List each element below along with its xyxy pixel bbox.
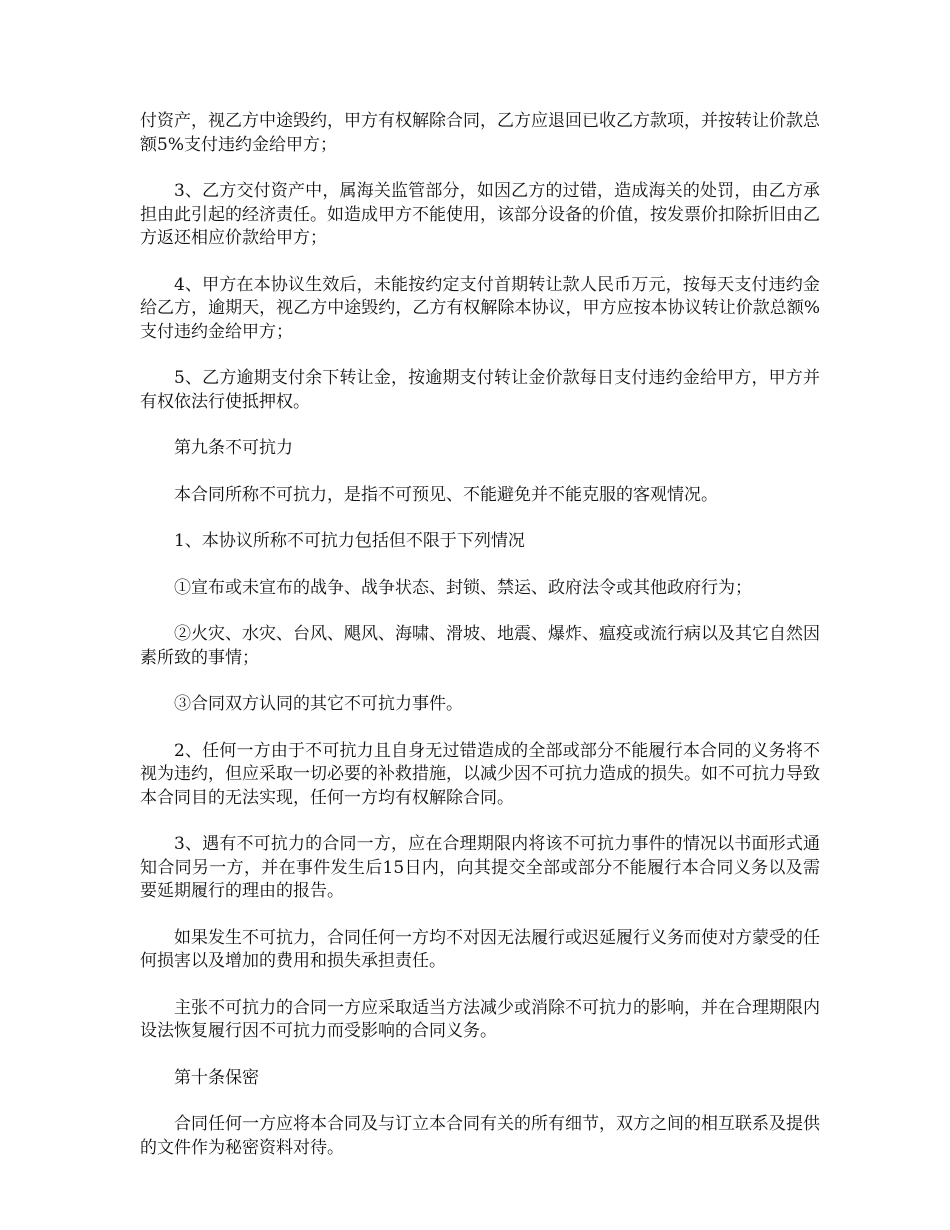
paragraph-confidentiality: 合同任何一方应将本合同及与订立本合同有关的所有细节，双方之间的相互联系及提供的文件作为秘密资料对待。 <box>140 1114 820 1158</box>
paragraph-continuation: 付资产，视乙方中途毁约，甲方有权解除合同，乙方应退回已收乙方款项，并按转让价款总额5%支付违约金给甲方； <box>140 111 820 155</box>
paragraph-clause-2-no-breach: 2、任何一方由于不可抗力且自身无过错造成的全部或部分不能履行本合同的义务将不视为违约，但应采取一切必要的补救措施，以减少因不可抗力造成的损失。如不可抗力导致本合同目的无法实现，任何一方均有权解除合同。 <box>140 740 820 808</box>
paragraph-clause-3-customs: 3、乙方交付资产中，属海关监管部分，如因乙方的过错，造成海关的处罚，由乙方承担由此引起的经济责任。如造成甲方不能使用，该部分设备的价值，按发票价扣除折旧由乙方返还相应价款给甲方； <box>140 181 820 248</box>
paragraph-clause-5-overdue: 5、乙方逾期支付余下转让金，按逾期支付转让金价款每日支付违约金给甲方，甲方并有权依法行使抵押权。 <box>140 368 820 412</box>
paragraph-liability-exemption: 如果发生不可抗力，合同任何一方均不对因无法履行或迟延履行义务而使对方蒙受的任何损害以及增加的费用和损失承担责任。 <box>140 927 820 971</box>
list-item-other-events: ③合同双方认同的其它不可抗力事件。 <box>174 694 463 714</box>
article-9-heading: 第九条不可抗力 <box>174 438 293 458</box>
paragraph-mitigation: 主张不可抗力的合同一方应采取适当方法减少或消除不可抗力的影响，并在合理期限内设法恢复履行因不可抗力而受影响的合同义务。 <box>140 997 820 1041</box>
article-10-heading: 第十条保密 <box>174 1067 259 1088</box>
paragraph-force-majeure-definition: 本合同所称不可抗力，是指不可预见、不能避免并不能克服的客观情况。 <box>174 484 718 505</box>
list-item-natural-disasters: ②火灾、水灾、台风、飓风、海啸、滑坡、地震、爆炸、瘟疫或流行病以及其它自然因素所致的事情； <box>140 624 820 668</box>
document-page <box>140 110 820 1183</box>
paragraph-force-majeure-scope: 1、本协议所称不可抗力包括但不限于下列情况 <box>174 531 525 551</box>
list-item-war: ①宣布或未宣布的战争、战争状态、封锁、禁运、政府法令或其他政府行为； <box>174 577 752 598</box>
paragraph-clause-3-notification: 3、遇有不可抗力的合同一方，应在合理期限内将该不可抗力事件的情况以书面形式通知合同另一方，并在事件发生后15日内，向其提交全部或部分不能履行本合同义务以及需要延期履行的理由的报告。 <box>140 834 820 901</box>
paragraph-clause-4-payment: 4、甲方在本协议生效后，未能按约定支付首期转让款人民币万元，按每天支付违约金给乙方，逾期天，视乙方中途毁约，乙方有权解除本协议，甲方应按本协议转让价款总额%支付违约金给甲方； <box>140 274 820 342</box>
